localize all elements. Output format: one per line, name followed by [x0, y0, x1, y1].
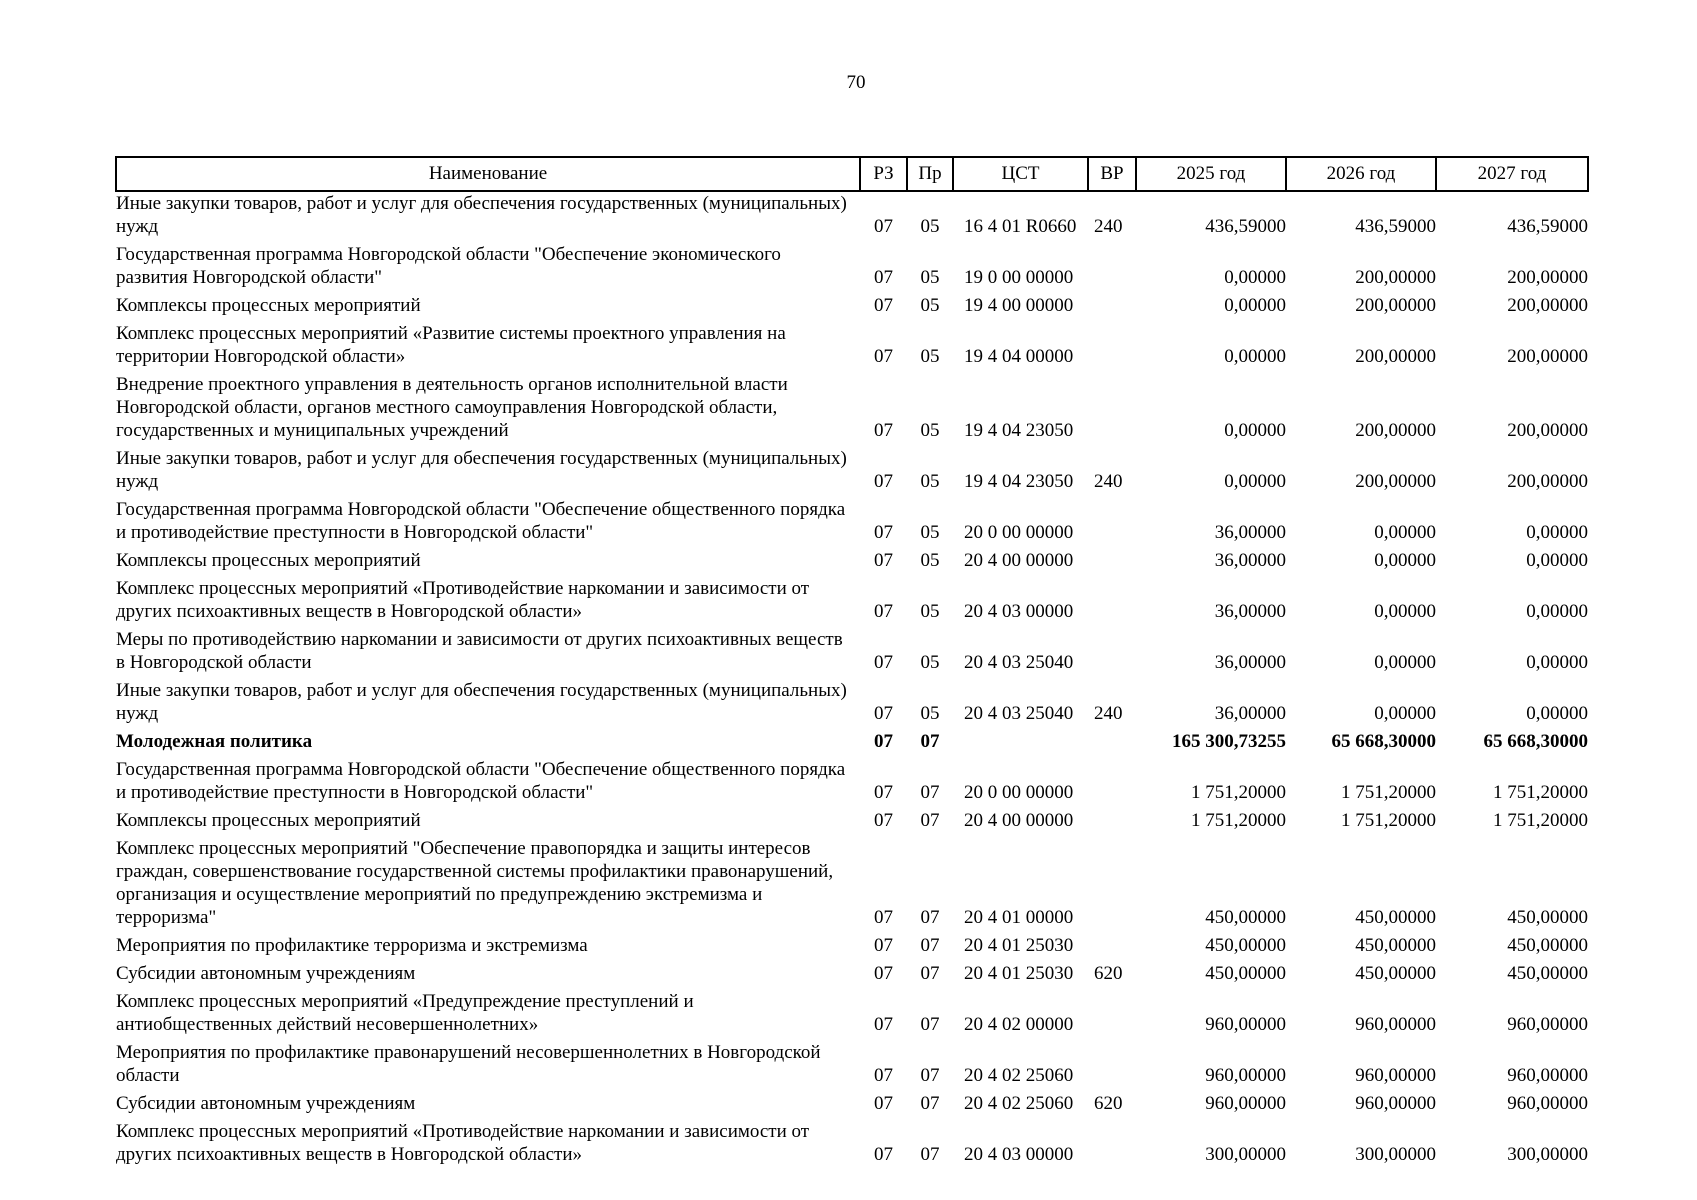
- cell-2025: 0,00000: [1224, 295, 1286, 316]
- cell-2027: 0,00000: [1526, 703, 1588, 724]
- cell-2025: 960,00000: [1205, 1093, 1286, 1114]
- table-row: [116, 758, 1588, 809]
- cell-rz: 07: [874, 1144, 893, 1165]
- cell-name: Государственная программа Новгородской области "Обеспечение общественного порядка и противодействие преступности в Новгородской области": [116, 499, 846, 543]
- cell-vr: [1088, 1041, 1136, 1092]
- header-2025: 2025 год: [1136, 157, 1286, 191]
- cell-2025: 450,00000: [1205, 907, 1286, 928]
- table-row: [116, 837, 1588, 934]
- cell-name: Комплекс процессных мероприятий «Предупреждение преступлений и антиобщественных действий несовершеннолетних»: [116, 991, 694, 1035]
- cell-name: Иные закупки товаров, работ и услуг для обеспечения государственных (муниципальных) нужд: [116, 448, 847, 492]
- cell-name: Иные закупки товаров, работ и услуг для обеспечения государственных (муниципальных) нужд: [116, 680, 847, 724]
- cell-2025: 450,00000: [1205, 963, 1286, 984]
- cell-2027: 450,00000: [1507, 963, 1588, 984]
- cell-rz: 07: [874, 1093, 893, 1114]
- cell-rz: 07: [874, 346, 893, 367]
- cell-2025: 1 751,20000: [1191, 782, 1286, 803]
- cell-2027: 960,00000: [1507, 1065, 1588, 1086]
- cell-2025: 36,00000: [1214, 522, 1286, 543]
- cell-cst: 20 4 01 25030: [964, 963, 1074, 984]
- cell-2026: 1 751,20000: [1341, 782, 1436, 803]
- cell-2027: 960,00000: [1507, 1014, 1588, 1035]
- cell-2027: 450,00000: [1507, 907, 1588, 928]
- cell-name: Комплекс процессных мероприятий «Противодействие наркомании и зависимости от других психоактивных веществ в Новгородской области»: [116, 1121, 810, 1165]
- cell-2025: 36,00000: [1214, 550, 1286, 571]
- cell-cst: 16 4 01 R0660: [964, 216, 1077, 237]
- cell-cst: 20 4 02 25060: [964, 1065, 1074, 1086]
- cell-2025: 0,00000: [1224, 346, 1286, 367]
- cell-rz: 07: [874, 522, 893, 543]
- cell-cst: 20 4 01 25030: [964, 935, 1074, 956]
- cell-cst: 20 4 00 00000: [964, 810, 1074, 831]
- cell-rz: 07: [874, 216, 893, 237]
- cell-2025: 36,00000: [1214, 652, 1286, 673]
- cell-pr: 07: [920, 963, 940, 984]
- cell-2025: 436,59000: [1205, 216, 1286, 237]
- cell-rz: 07: [874, 601, 893, 622]
- table-row: [116, 809, 1588, 837]
- cell-2027: 200,00000: [1507, 295, 1588, 316]
- cell-cst: 20 4 03 00000: [964, 1144, 1074, 1165]
- cell-cst: 20 4 02 25060: [964, 1093, 1074, 1114]
- cell-cst: 20 4 03 25040: [964, 703, 1074, 724]
- cell-pr: 05: [920, 550, 940, 571]
- cell-pr: 05: [920, 346, 940, 367]
- cell-2025: 1 751,20000: [1191, 810, 1286, 831]
- cell-2026: 450,00000: [1355, 935, 1436, 956]
- cell-pr: 05: [920, 267, 940, 288]
- header-pr: Пр: [907, 157, 953, 191]
- table-row: [116, 990, 1588, 1041]
- cell-vr: [1088, 243, 1136, 294]
- cell-pr: 05: [920, 471, 940, 492]
- cell-2027: 436,59000: [1507, 216, 1588, 237]
- table-body: [116, 191, 1588, 1171]
- cell-name: Молодежная политика: [116, 731, 313, 752]
- cell-rz: 07: [874, 935, 893, 956]
- cell-vr: 240: [1094, 703, 1123, 724]
- cell-2026: 0,00000: [1374, 652, 1436, 673]
- cell-2026: 436,59000: [1355, 216, 1436, 237]
- table-row: [116, 322, 1588, 373]
- cell-rz: 07: [874, 1014, 893, 1035]
- header-cst: ЦСТ: [953, 157, 1088, 191]
- cell-name: Мероприятия по профилактике правонарушений несовершеннолетних в Новгородской области: [116, 1042, 821, 1086]
- table-row: [116, 447, 1588, 498]
- cell-cst: 20 0 00 00000: [964, 782, 1074, 803]
- table-row: [116, 577, 1588, 628]
- cell-2026: 200,00000: [1355, 346, 1436, 367]
- cell-name: Комплексы процессных мероприятий: [116, 295, 421, 316]
- cell-cst: 20 0 00 00000: [964, 522, 1074, 543]
- cell-2027: 200,00000: [1507, 471, 1588, 492]
- cell-rz: 07: [874, 471, 893, 492]
- cell-pr: 07: [920, 907, 940, 928]
- table-row: [116, 679, 1588, 730]
- cell-vr: [1088, 294, 1136, 322]
- cell-vr: [1088, 730, 1136, 758]
- cell-pr: 07: [920, 935, 940, 956]
- table-row: [116, 243, 1588, 294]
- table-row: [116, 549, 1588, 577]
- cell-vr: 620: [1094, 963, 1123, 984]
- cell-rz: 07: [874, 782, 893, 803]
- cell-pr: 05: [920, 703, 940, 724]
- cell-pr: 07: [920, 731, 940, 752]
- cell-vr: [1088, 549, 1136, 577]
- cell-rz: 07: [874, 295, 893, 316]
- cell-rz: 07: [874, 810, 893, 831]
- cell-vr: 240: [1094, 216, 1123, 237]
- cell-2026: 200,00000: [1355, 295, 1436, 316]
- table-row: [116, 1120, 1588, 1171]
- header-rz: РЗ: [860, 157, 907, 191]
- cell-pr: 05: [920, 652, 940, 673]
- cell-2027: 0,00000: [1526, 550, 1588, 571]
- cell-rz: 07: [874, 267, 893, 288]
- cell-2025: 450,00000: [1205, 935, 1286, 956]
- header-2026: 2026 год: [1286, 157, 1436, 191]
- cell-name: Государственная программа Новгородской области "Обеспечение экономического развития Новгородской области": [116, 244, 781, 288]
- cell-cst: 19 4 04 23050: [964, 471, 1074, 492]
- table-row: [116, 498, 1588, 549]
- cell-2026: 0,00000: [1374, 601, 1436, 622]
- cell-2026: 450,00000: [1355, 963, 1436, 984]
- table-row: [116, 934, 1588, 962]
- cell-cst: 19 4 04 00000: [964, 346, 1074, 367]
- cell-pr: 05: [920, 420, 940, 441]
- cell-2026: 960,00000: [1355, 1093, 1436, 1114]
- cell-2027: 1 751,20000: [1493, 810, 1588, 831]
- cell-cst: 20 4 01 00000: [964, 907, 1074, 928]
- cell-2025: 0,00000: [1224, 471, 1286, 492]
- cell-2027: 960,00000: [1507, 1093, 1588, 1114]
- table-row: [116, 730, 1588, 758]
- cell-2025: 960,00000: [1205, 1014, 1286, 1035]
- header-2027: 2027 год: [1436, 157, 1588, 191]
- cell-pr: 05: [920, 601, 940, 622]
- cell-2026: 450,00000: [1355, 907, 1436, 928]
- cell-name: Внедрение проектного управления в деятельность органов исполнительной власти Новгородской области, органов местного самоуправления Новгородской области, государственных и муниципальных учреждений: [116, 374, 788, 441]
- cell-cst: 20 4 02 00000: [964, 1014, 1074, 1035]
- cell-cst: 19 4 00 00000: [964, 295, 1074, 316]
- cell-2027: 200,00000: [1507, 420, 1588, 441]
- cell-2026: 300,00000: [1355, 1144, 1436, 1165]
- cell-pr: 07: [920, 810, 940, 831]
- cell-vr: [1088, 373, 1136, 447]
- cell-2027: 0,00000: [1526, 601, 1588, 622]
- cell-rz: 07: [874, 703, 893, 724]
- table-row: [116, 962, 1588, 990]
- cell-2027: 1 751,20000: [1493, 782, 1588, 803]
- table-header: [116, 157, 1588, 191]
- cell-2026: 200,00000: [1355, 267, 1436, 288]
- table-row: [116, 628, 1588, 679]
- cell-vr: [1088, 934, 1136, 962]
- cell-2025: 36,00000: [1214, 703, 1286, 724]
- cell-rz: 07: [874, 907, 893, 928]
- cell-pr: 05: [920, 216, 940, 237]
- cell-2027: 0,00000: [1526, 652, 1588, 673]
- header-name: Наименование: [116, 157, 860, 191]
- cell-2027: 65 668,30000: [1483, 731, 1588, 752]
- table-row: [116, 294, 1588, 322]
- cell-2027: 0,00000: [1526, 522, 1588, 543]
- cell-name: Субсидии автономным учреждениям: [116, 963, 416, 984]
- cell-rz: 07: [874, 550, 893, 571]
- header-vr: ВР: [1088, 157, 1136, 191]
- cell-pr: 07: [920, 1065, 940, 1086]
- cell-vr: 240: [1094, 471, 1123, 492]
- cell-pr: 05: [920, 522, 940, 543]
- cell-name: Мероприятия по профилактике терроризма и экстремизма: [116, 935, 588, 956]
- cell-2025: 165 300,73255: [1172, 731, 1286, 752]
- cell-cst: 20 4 00 00000: [964, 550, 1074, 571]
- cell-vr: [1088, 628, 1136, 679]
- cell-name: Комплексы процессных мероприятий: [116, 810, 421, 831]
- cell-vr: [1088, 577, 1136, 628]
- cell-vr: 620: [1094, 1093, 1123, 1114]
- cell-rz: 07: [874, 1065, 893, 1086]
- cell-name: Комплексы процессных мероприятий: [116, 550, 421, 571]
- cell-2026: 200,00000: [1355, 420, 1436, 441]
- cell-name: Комплекс процессных мероприятий «Противодействие наркомании и зависимости от других психоактивных веществ в Новгородской области»: [116, 578, 810, 622]
- cell-vr: [1088, 837, 1136, 934]
- cell-2025: 300,00000: [1205, 1144, 1286, 1165]
- cell-2027: 450,00000: [1507, 935, 1588, 956]
- cell-vr: [1088, 498, 1136, 549]
- header-row: [116, 157, 1588, 191]
- cell-name: Государственная программа Новгородской области "Обеспечение общественного порядка и противодействие преступности в Новгородской области": [116, 759, 846, 803]
- cell-cst: 20 4 03 25040: [964, 652, 1074, 673]
- table-row: [116, 1092, 1588, 1120]
- cell-vr: [1088, 809, 1136, 837]
- table-row: [116, 191, 1588, 243]
- cell-2027: 200,00000: [1507, 267, 1588, 288]
- cell-name: Иные закупки товаров, работ и услуг для обеспечения государственных (муниципальных) нужд: [116, 193, 847, 237]
- cell-2025: 0,00000: [1224, 420, 1286, 441]
- cell-2026: 65 668,30000: [1331, 731, 1436, 752]
- cell-pr: 07: [920, 782, 940, 803]
- cell-pr: 07: [920, 1014, 940, 1035]
- cell-cst: 20 4 03 00000: [964, 601, 1074, 622]
- cell-2026: 0,00000: [1374, 522, 1436, 543]
- page-number: 70: [846, 72, 866, 93]
- cell-pr: 07: [920, 1093, 940, 1114]
- cell-2025: 960,00000: [1205, 1065, 1286, 1086]
- cell-2025: 0,00000: [1224, 267, 1286, 288]
- cell-vr: [1088, 990, 1136, 1041]
- table-row: [116, 1041, 1588, 1092]
- cell-rz: 07: [874, 420, 893, 441]
- cell-2026: 960,00000: [1355, 1014, 1436, 1035]
- cell-2026: 0,00000: [1374, 550, 1436, 571]
- cell-vr: [1088, 758, 1136, 809]
- cell-2026: 1 751,20000: [1341, 810, 1436, 831]
- cell-2027: 300,00000: [1507, 1144, 1588, 1165]
- cell-pr: 05: [920, 295, 940, 316]
- cell-rz: 07: [874, 652, 893, 673]
- cell-name: Комплекс процессных мероприятий «Развитие системы проектного управления на территории Новгородской области»: [116, 323, 786, 367]
- cell-pr: 07: [920, 1144, 940, 1165]
- cell-cst: 19 0 00 00000: [964, 267, 1074, 288]
- cell-2027: 200,00000: [1507, 346, 1588, 367]
- cell-name: Субсидии автономным учреждениям: [116, 1093, 416, 1114]
- table-row: [116, 373, 1588, 447]
- cell-cst: [953, 730, 1088, 758]
- cell-cst: 19 4 04 23050: [964, 420, 1074, 441]
- cell-2026: 960,00000: [1355, 1065, 1436, 1086]
- cell-2026: 0,00000: [1374, 703, 1436, 724]
- cell-rz: 07: [874, 963, 893, 984]
- cell-name: Меры по противодействию наркомании и зависимости от других психоактивных веществ в Новгородской области: [116, 629, 843, 673]
- cell-2025: 36,00000: [1214, 601, 1286, 622]
- cell-name: Комплекс процессных мероприятий "Обеспечение правопорядка и защиты интересов граждан, совершенствование государственной системы профилактики правонарушений, организация и осуществление мероприятий по предупреждению экстремизма и терроризма": [116, 838, 834, 928]
- budget-table: [115, 156, 1589, 1171]
- cell-vr: [1088, 1120, 1136, 1171]
- cell-rz: 07: [874, 731, 893, 752]
- cell-vr: [1088, 322, 1136, 373]
- cell-2026: 200,00000: [1355, 471, 1436, 492]
